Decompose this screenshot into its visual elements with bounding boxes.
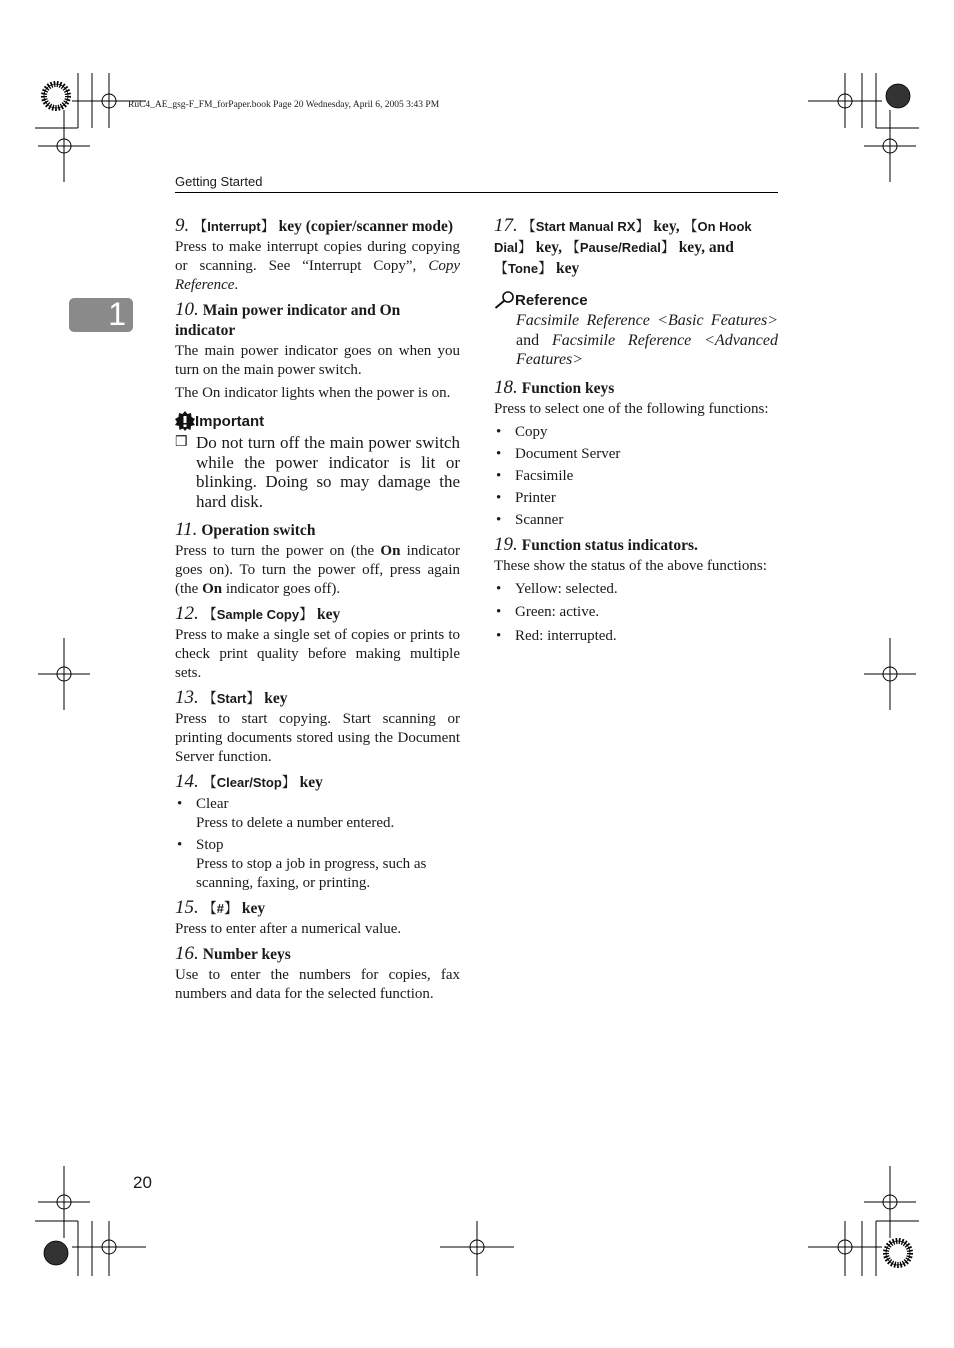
list-item: • Red: interrupted. — [494, 627, 778, 647]
list-item — [175, 836, 460, 893]
reference-label: Reference — [515, 291, 588, 309]
bracket-open: 【 — [202, 606, 217, 622]
section-body: These show the status of the above functions: — [494, 557, 767, 574]
section-11 — [175, 520, 460, 599]
key-name: Start Manual RX — [535, 219, 636, 234]
list-item: • Printer — [494, 489, 778, 508]
key-name: # — [216, 901, 224, 916]
section-16 — [175, 944, 460, 1004]
section-number: 19. — [494, 533, 518, 555]
bracket-close: 】 — [660, 239, 675, 255]
function-keys-list — [494, 423, 778, 530]
heading-text: key — [552, 260, 580, 277]
bracket-close: 】 — [223, 900, 238, 916]
section-number: 17. — [494, 215, 518, 236]
bracket-open: 【 — [202, 690, 217, 706]
section-heading — [175, 520, 460, 541]
section-heading — [175, 300, 460, 341]
section-number: 15. — [175, 897, 199, 918]
section-body: Press to enter after a numerical value. — [175, 921, 402, 937]
reference-body — [494, 311, 778, 370]
on-label: On — [202, 581, 223, 597]
checkbox-icon: ❒ — [175, 435, 188, 450]
section-number: 10. — [175, 299, 199, 320]
list-item: • Document Server — [494, 445, 778, 464]
list-item: • Green: active. — [494, 603, 778, 623]
running-head: Getting Started — [175, 174, 263, 189]
heading-text: key, — [649, 218, 684, 235]
section-13 — [175, 688, 460, 767]
bracket-open: 【 — [565, 239, 580, 255]
heading-text: key — [237, 900, 266, 917]
important-text: Do not turn off the main power switch while the power indicator is lit or blinking. Doing so may damage the hard disk. — [196, 433, 460, 511]
list-item — [175, 795, 460, 833]
important-note — [175, 433, 460, 511]
list-item: • Scanner — [494, 511, 778, 530]
body-text: indicator goes on). To turn the power off, press again (the — [175, 543, 460, 597]
section-15 — [175, 898, 460, 939]
bracket-close: 】 — [260, 218, 275, 234]
left-column — [175, 216, 460, 1009]
important-icon — [175, 411, 195, 431]
header-rule — [175, 192, 778, 193]
section-heading — [175, 688, 460, 709]
section-number: 14. — [175, 771, 199, 792]
bracket-close: 】 — [517, 239, 532, 255]
heading-text: key — [260, 690, 288, 707]
section-heading — [175, 604, 460, 625]
list-item: • Copy — [494, 423, 778, 442]
body-text: . — [234, 277, 239, 293]
section-body: Press to select one of the following functions: — [494, 400, 769, 417]
section-body: Use to enter the numbers for copies, fax numbers and data for the selected function. — [175, 967, 460, 1002]
section-number: 9. — [175, 215, 190, 236]
body-text: Press to make interrupt copies during copying or scanning. See “Interrupt Copy”, — [175, 239, 460, 274]
heading-text: key, and — [674, 239, 734, 256]
heading-text: Operation switch — [201, 522, 316, 539]
section-number: 13. — [175, 687, 199, 708]
key-name: Clear/Stop — [216, 775, 282, 790]
key-name: Interrupt — [207, 219, 261, 234]
bracket-open: 【 — [202, 900, 217, 916]
section-body — [175, 238, 460, 295]
section-heading — [175, 772, 460, 793]
page-number: 20 — [133, 1173, 152, 1192]
list-item: • Facsimile — [494, 467, 778, 486]
section-17 — [494, 216, 778, 279]
heading-text: Number keys — [202, 946, 291, 963]
heading-text: key — [313, 606, 341, 623]
section-number: 18. — [494, 376, 518, 398]
bracket-open: 【 — [521, 218, 536, 234]
section-10 — [175, 300, 460, 403]
section-number: 16. — [175, 943, 199, 964]
reference-link: Facsimile Reference <Basic Features> — [516, 312, 778, 329]
on-label: On — [380, 543, 401, 559]
clear-stop-list — [175, 795, 460, 893]
print-info-line: RuC4_AE_gsg-F_FM_forPaper.book Page 20 Wednesday, April 6, 2005 3:43 PM — [128, 100, 440, 110]
bracket-open: 【 — [193, 218, 208, 234]
item-label: • Clear — [196, 796, 229, 812]
body-text: and — [516, 331, 552, 349]
section-heading — [494, 216, 778, 279]
status-indicators-list — [494, 580, 778, 647]
key-name: Start — [216, 691, 247, 706]
key-name: Pause/Redial — [579, 240, 661, 255]
item-description: Press to delete a number entered. — [196, 815, 395, 831]
section-12 — [175, 604, 460, 683]
key-name: Sample Copy — [216, 607, 300, 622]
reference-heading — [494, 291, 778, 309]
key-name: Tone — [508, 261, 539, 276]
body-text: Press to turn the power on (the — [175, 543, 381, 559]
section-14 — [175, 772, 460, 893]
bracket-open: 【 — [494, 260, 508, 276]
bracket-open: 【 — [202, 774, 217, 790]
important-heading — [175, 411, 460, 431]
heading-text: Function keys — [521, 379, 615, 397]
section-body: The On indicator lights when the power is on. — [175, 385, 451, 401]
section-heading — [175, 216, 460, 237]
section-9 — [175, 216, 460, 295]
section-body: Press to make a single set of copies or prints to check print quality before making multiple sets. — [175, 627, 460, 681]
heading-text: Main power indicator and On indicator — [175, 302, 401, 339]
list-item: • Yellow: selected. — [494, 580, 778, 600]
chapter-number: 1 — [108, 296, 126, 332]
bracket-close: 】 — [281, 774, 296, 790]
section-heading — [494, 378, 778, 399]
section-18 — [494, 378, 778, 530]
section-heading — [175, 944, 460, 965]
heading-text: key (copier/scanner mode) — [274, 218, 454, 235]
key-name: On Hook Dial — [494, 219, 752, 255]
section-19 — [494, 535, 778, 647]
bracket-open: 【 — [683, 218, 698, 234]
heading-text: Function status indicators. — [521, 536, 698, 554]
section-number: 12. — [175, 603, 199, 624]
section-body: The main power indicator goes on when you turn on the main power switch. — [175, 343, 460, 378]
heading-text: key — [295, 774, 323, 791]
item-description: Press to stop a job in progress, such as scanning, faxing, or printing. — [196, 856, 427, 891]
reference-link: Facsimile Reference <Advanced Features> — [516, 331, 779, 368]
important-label: Important — [195, 412, 265, 430]
bracket-close: 】 — [299, 606, 314, 622]
section-body — [175, 542, 460, 599]
bracket-close: 】 — [246, 690, 261, 706]
reference-link: Copy Reference — [175, 258, 460, 293]
right-column — [494, 216, 778, 651]
item-label: • Stop — [196, 837, 224, 853]
section-body: Press to start copying. Start scanning or printing documents stored using the Document Server function. — [175, 711, 460, 765]
heading-text: key, — [531, 239, 566, 256]
body-text: indicator goes off). — [222, 581, 341, 597]
section-heading — [175, 898, 460, 919]
bracket-close: 】 — [538, 260, 553, 276]
magnifier-icon — [494, 291, 515, 309]
bracket-close: 】 — [635, 218, 650, 234]
chapter-tab — [69, 298, 133, 332]
section-heading — [494, 535, 778, 556]
section-number: 11. — [175, 519, 198, 540]
